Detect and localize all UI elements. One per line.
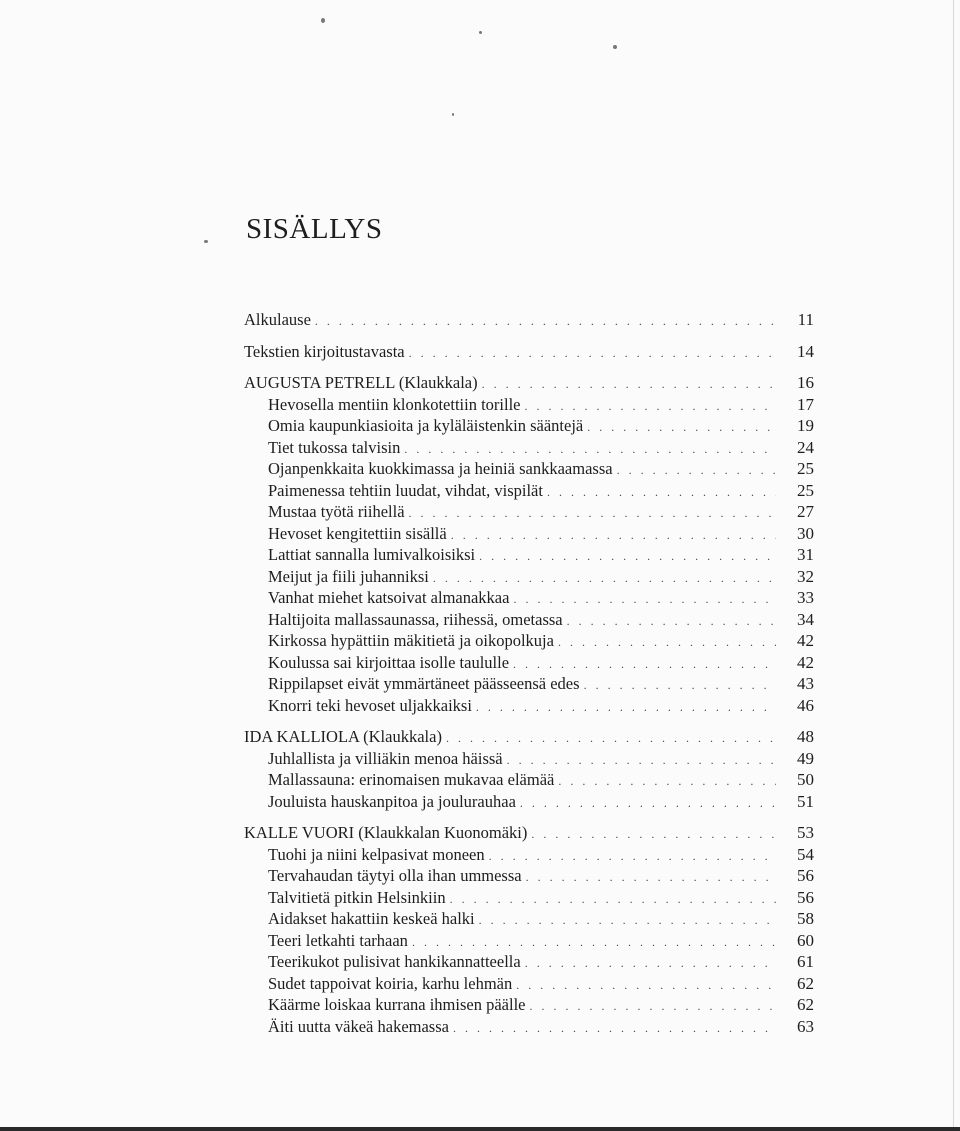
dot-leader <box>507 750 776 772</box>
toc-entry-title: Tuohi ja niini kelpasivat moneen <box>268 844 485 864</box>
dot-leader <box>531 824 776 846</box>
dot-leader <box>409 503 776 525</box>
toc-page-number: 42 <box>797 631 814 650</box>
toc-page-number: 11 <box>797 310 814 329</box>
toc-entry <box>244 994 814 1016</box>
toc-section-entry <box>244 341 814 363</box>
toc-page-number: 34 <box>797 609 814 629</box>
scan-speck <box>452 113 454 116</box>
toc-entry <box>244 748 814 770</box>
toc-entry-title: Koulussa sai kirjoittaa isolle taululle <box>268 652 510 672</box>
toc-entry-title: Kirkossa hypättiin mäkitietä ja oikopolkuja <box>268 631 554 650</box>
toc-entry-title: Mustaa työtä riihellä <box>268 502 405 521</box>
toc-entry-title: Knorri teki hevoset uljakkaiksi <box>268 695 472 715</box>
toc-page-number: 46 <box>797 695 814 715</box>
toc-entry-title: Mallassauna: erinomaisen mukavaa elämää <box>268 770 555 789</box>
page-title: SISÄLLYS <box>246 213 383 245</box>
toc-page-number: 50 <box>797 770 814 789</box>
toc-page-number: 63 <box>797 1016 814 1036</box>
toc-page-number: 25 <box>797 459 814 478</box>
toc-entry <box>244 566 814 588</box>
dot-leader <box>529 996 776 1018</box>
toc-entry <box>244 844 814 866</box>
dot-leader <box>547 482 776 504</box>
toc-entry-title: KALLE VUORI (Klaukkalan Kuonomäki) <box>244 823 528 842</box>
dot-leader <box>567 611 776 633</box>
toc-entry <box>244 437 814 459</box>
dot-leader <box>489 846 776 868</box>
toc-entry-title: Talvitietä pitkin Helsinkiin <box>268 887 446 907</box>
dot-leader <box>558 632 776 654</box>
table-of-contents <box>244 309 814 1037</box>
toc-entry-title: Teerikukot pulisivat hankikannatteella <box>268 952 521 971</box>
toc-entry-title: Käärme loiskaa kurrana ihmisen päälle <box>268 995 526 1014</box>
toc-page-number: 19 <box>797 416 814 435</box>
toc-entry-title: Lattiat sannalla lumivalkoisiksi <box>268 545 476 564</box>
dot-leader <box>513 589 776 611</box>
toc-section-entry <box>244 372 814 394</box>
toc-page-number: 31 <box>797 545 814 564</box>
dot-leader <box>526 867 776 889</box>
toc-entry-title: AUGUSTA PETRELL (Klaukkala) <box>244 373 478 392</box>
dot-leader <box>433 568 776 590</box>
dot-leader <box>525 396 777 418</box>
toc-entry <box>244 1016 814 1038</box>
toc-page-number: 53 <box>797 823 814 842</box>
toc-entry <box>244 769 814 791</box>
toc-page-number: 56 <box>797 887 814 907</box>
dot-leader <box>450 889 776 911</box>
toc-page-number: 62 <box>797 995 814 1014</box>
toc-page-number: 16 <box>797 373 814 392</box>
dot-leader <box>453 1018 776 1040</box>
dot-leader <box>479 546 776 568</box>
toc-entry-title: Jouluista hauskanpitoa ja joulurauhaa <box>268 791 516 811</box>
dot-leader <box>617 460 776 482</box>
toc-entry-title: Alkulause <box>244 310 311 329</box>
dot-leader <box>409 343 776 365</box>
toc-entry <box>244 501 814 523</box>
toc-entry-title: Vanhat miehet katsoivat almanakkaa <box>268 588 510 607</box>
scan-speck <box>321 18 325 23</box>
toc-page-number: 25 <box>797 480 814 500</box>
toc-entry-title: Ojanpenkkaita kuokkimassa ja heiniä sankkaamassa <box>268 459 613 478</box>
toc-entry-title: Haltijoita mallassaunassa, riihessä, ometassa <box>268 609 563 629</box>
dot-leader <box>587 417 776 439</box>
scan-speck <box>613 45 617 49</box>
toc-entry <box>244 930 814 952</box>
dot-leader <box>584 675 776 697</box>
toc-page-number: 27 <box>797 502 814 521</box>
toc-page-number: 51 <box>797 791 814 811</box>
toc-page-number: 54 <box>797 844 814 864</box>
toc-page-number: 30 <box>797 523 814 543</box>
toc-entry <box>244 544 814 566</box>
toc-entry-title: Tervahaudan täytyi olla ihan ummessa <box>268 866 522 885</box>
toc-entry <box>244 951 814 973</box>
dot-leader <box>412 932 776 954</box>
dot-leader <box>513 654 776 676</box>
dot-leader <box>558 771 776 793</box>
toc-page-number: 24 <box>797 437 814 457</box>
toc-page-number: 49 <box>797 748 814 768</box>
dot-leader <box>516 975 776 997</box>
toc-page-number: 58 <box>797 909 814 928</box>
toc-page-number: 14 <box>797 341 814 361</box>
toc-entry <box>244 973 814 995</box>
toc-entry-title: Tekstien kirjoitustavasta <box>244 341 405 361</box>
dot-leader <box>479 910 776 932</box>
toc-entry <box>244 673 814 695</box>
toc-page-number: 60 <box>797 930 814 950</box>
toc-entry <box>244 791 814 813</box>
toc-entry <box>244 695 814 717</box>
dot-leader <box>482 374 776 396</box>
toc-entry <box>244 652 814 674</box>
toc-entry-title: Rippilapset eivät ymmärtäneet päässeensä edes <box>268 674 580 693</box>
toc-entry <box>244 480 814 502</box>
toc-page-number: 62 <box>797 973 814 993</box>
toc-entry <box>244 609 814 631</box>
toc-section-entry <box>244 822 814 844</box>
toc-page-number: 17 <box>797 394 814 414</box>
toc-entry-title: IDA KALLIOLA (Klaukkala) <box>244 727 442 746</box>
toc-entry-title: Omia kaupunkiasioita ja kyläläistenkin sääntejä <box>268 416 584 435</box>
toc-entry <box>244 523 814 545</box>
dot-leader <box>451 525 776 547</box>
toc-section-entry <box>244 726 814 748</box>
toc-entry-title: Äiti uutta väkeä hakemassa <box>268 1016 449 1036</box>
dot-leader <box>476 697 776 719</box>
toc-entry-title: Teeri letkahti tarhaan <box>268 930 408 950</box>
toc-page-number: 43 <box>797 674 814 693</box>
dot-leader <box>446 728 776 750</box>
toc-page-number: 42 <box>797 652 814 672</box>
scan-bottom-edge <box>0 1127 960 1131</box>
toc-entry-title: Aidakset hakattiin keskeä halki <box>268 909 475 928</box>
toc-entry <box>244 394 814 416</box>
dot-leader <box>404 439 776 461</box>
toc-page-number: 48 <box>797 727 814 746</box>
scan-right-edge <box>953 0 954 1131</box>
toc-entry <box>244 887 814 909</box>
toc-page-number: 56 <box>797 866 814 885</box>
dot-leader <box>525 953 776 975</box>
toc-entry <box>244 865 814 887</box>
toc-section-entry <box>244 309 814 331</box>
toc-entry-title: Sudet tappoivat koiria, karhu lehmän <box>268 973 513 993</box>
scan-speck <box>204 240 208 243</box>
dot-leader <box>315 311 776 333</box>
toc-entry-title: Paimenessa tehtiin luudat, vihdat, vispilät <box>268 480 543 500</box>
toc-entry-title: Hevosella mentiin klonkotettiin torille <box>268 394 521 414</box>
toc-entry <box>244 908 814 930</box>
dot-leader <box>520 793 776 815</box>
toc-entry <box>244 587 814 609</box>
toc-page-number: 61 <box>797 952 814 971</box>
toc-entry <box>244 630 814 652</box>
toc-page-number: 33 <box>797 588 814 607</box>
toc-page-number: 32 <box>797 566 814 586</box>
toc-entry-title: Juhlallista ja villiäkin menoa häissä <box>268 748 503 768</box>
toc-entry-title: Hevoset kengitettiin sisällä <box>268 523 447 543</box>
scan-speck <box>479 31 482 34</box>
toc-entry <box>244 415 814 437</box>
toc-entry-title: Tiet tukossa talvisin <box>268 437 401 457</box>
toc-entry <box>244 458 814 480</box>
toc-entry-title: Meijut ja fiili juhanniksi <box>268 566 429 586</box>
